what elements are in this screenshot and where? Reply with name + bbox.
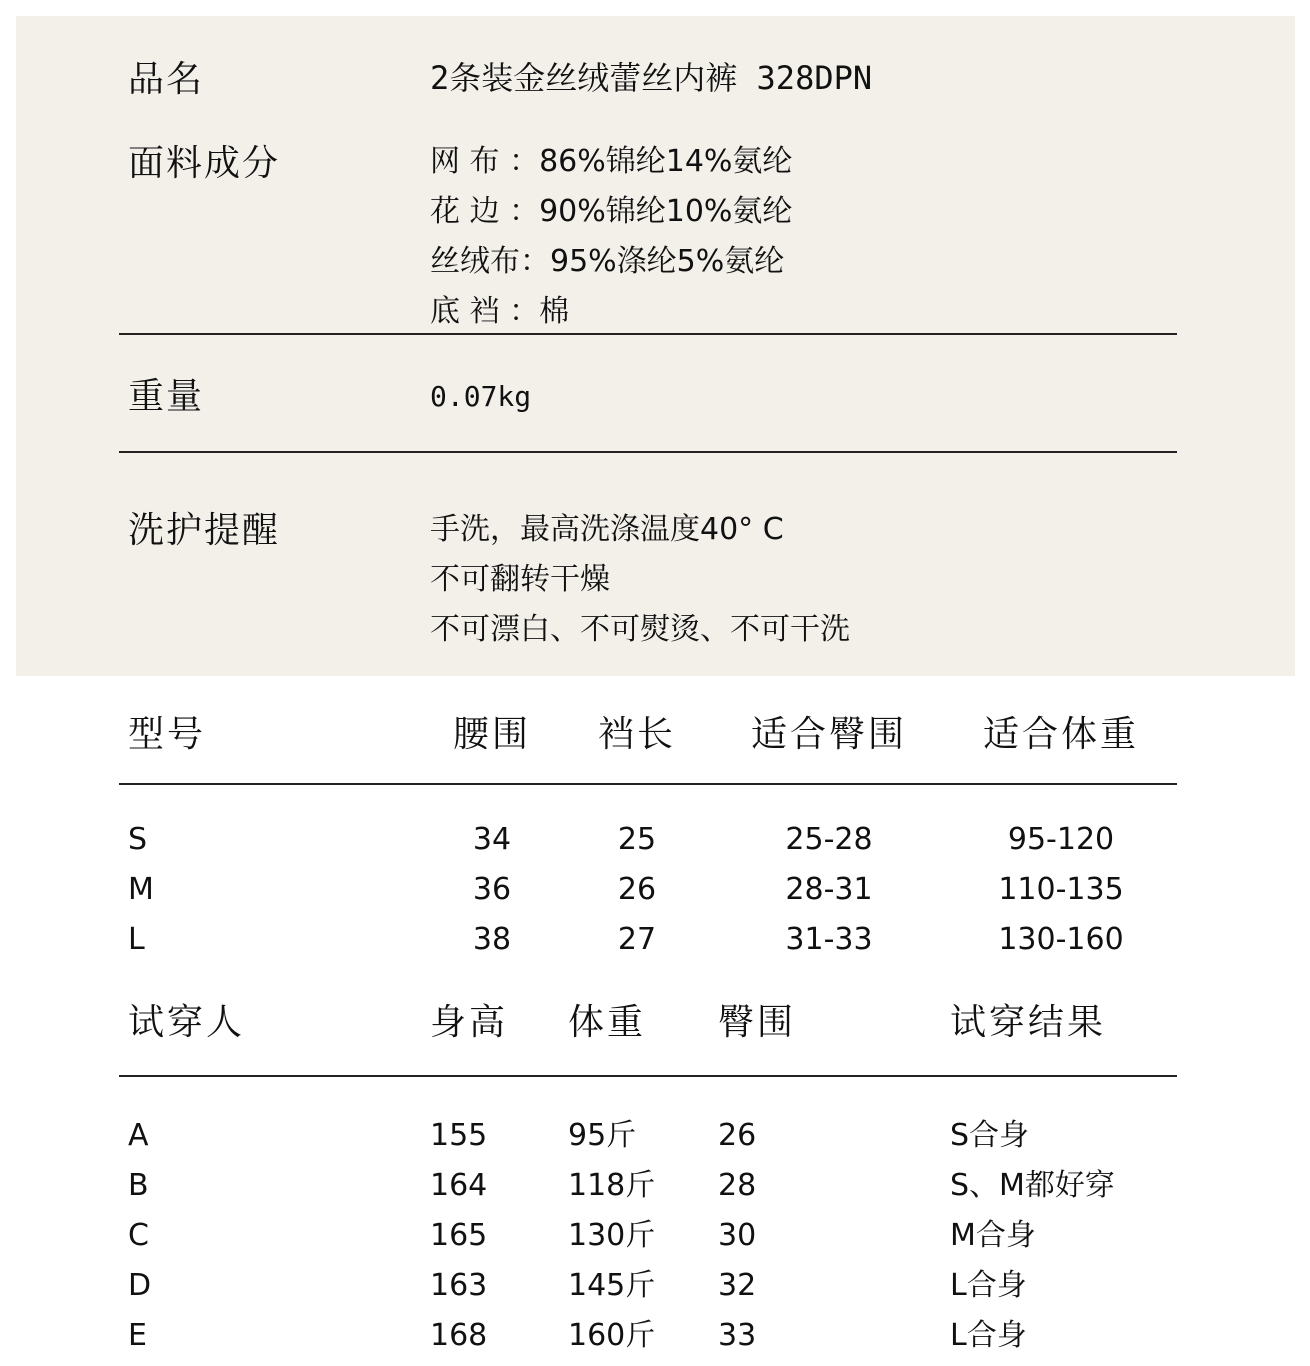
divider — [119, 1075, 1177, 1077]
size-cell: 25-28 — [785, 822, 873, 857]
product-info-panel — [16, 16, 1295, 676]
fit-cell: S合身 — [950, 1118, 1030, 1153]
fit-header-hip: 臀围 — [718, 1002, 797, 1043]
fit-cell: 160斤 — [568, 1318, 656, 1353]
size-header-rise: 裆长 — [597, 714, 677, 755]
weight-value: 0.07kg — [430, 380, 532, 413]
fit-cell: S、M都好穿 — [950, 1168, 1115, 1203]
fit-cell: 32 — [718, 1268, 757, 1303]
fit-header-height: 身高 — [430, 1002, 509, 1043]
fabric-line: 网 布 ：86%锦纶14%氨纶 — [430, 144, 793, 179]
care-line: 不可翻转干燥 — [430, 562, 610, 597]
size-cell: 27 — [617, 922, 657, 957]
fit-cell: L合身 — [950, 1268, 1027, 1303]
fabric-line: 底 裆 ：棉 — [430, 294, 570, 329]
fit-cell: 33 — [718, 1318, 757, 1353]
fit-cell: 28 — [718, 1168, 757, 1203]
size-cell: 31-33 — [785, 922, 873, 957]
fit-cell: 30 — [718, 1218, 757, 1253]
product-name-label: 品名 — [128, 59, 205, 100]
fit-header-result: 试穿结果 — [950, 1002, 1107, 1043]
fit-cell: 163 — [430, 1268, 488, 1303]
fit-cell: L合身 — [950, 1318, 1027, 1353]
fit-header-weight: 体重 — [568, 1002, 647, 1043]
size-cell: L — [128, 922, 145, 957]
fit-cell: 165 — [430, 1218, 488, 1253]
fabric-label: 面料成分 — [128, 143, 281, 184]
fit-cell: 155 — [430, 1118, 488, 1153]
size-cell: 34 — [472, 822, 512, 857]
size-cell: 28-31 — [785, 872, 873, 907]
divider — [119, 783, 1177, 785]
fit-cell: E — [128, 1318, 147, 1353]
fit-cell: 26 — [718, 1118, 757, 1153]
fit-cell: 118斤 — [568, 1168, 656, 1203]
size-cell: 130-160 — [998, 922, 1124, 957]
size-cell: 26 — [617, 872, 657, 907]
fit-cell: 164 — [430, 1168, 488, 1203]
fit-cell: 145斤 — [568, 1268, 656, 1303]
size-cell: 95-120 — [1007, 822, 1115, 857]
fit-cell: D — [128, 1268, 152, 1303]
fit-cell: B — [128, 1168, 149, 1203]
weight-label: 重量 — [128, 376, 205, 417]
fabric-line: 丝绒布：95%涤纶5%氨纶 — [430, 244, 785, 279]
product-name-value: 2条装金丝绒蕾丝内裤 328DPN — [430, 59, 873, 97]
size-cell: 36 — [472, 872, 512, 907]
size-cell: 110-135 — [998, 872, 1124, 907]
size-header-model: 型号 — [128, 714, 207, 755]
fit-cell: A — [128, 1118, 149, 1153]
care-line: 不可漂白、不可熨烫、不可干洗 — [430, 612, 850, 647]
care-line: 手洗，最高洗涤温度40° C — [430, 512, 784, 547]
divider — [119, 333, 1177, 335]
fabric-line: 花 边 ：90%锦纶10%氨纶 — [430, 194, 793, 229]
care-label: 洗护提醒 — [128, 510, 281, 551]
size-cell: M — [128, 872, 154, 907]
fit-cell: M合身 — [950, 1218, 1036, 1253]
size-header-hip: 适合臀围 — [750, 714, 908, 755]
size-cell: 38 — [472, 922, 512, 957]
divider — [119, 451, 1177, 453]
size-cell: S — [128, 822, 148, 857]
size-header-weight: 适合体重 — [982, 714, 1140, 755]
size-header-waist: 腰围 — [452, 714, 532, 755]
fit-header-tester: 试穿人 — [128, 1002, 246, 1043]
fit-cell: 130斤 — [568, 1218, 656, 1253]
size-cell: 25 — [617, 822, 657, 857]
fit-cell: 168 — [430, 1318, 488, 1353]
fit-cell: 95斤 — [568, 1118, 637, 1153]
fit-cell: C — [128, 1218, 149, 1253]
